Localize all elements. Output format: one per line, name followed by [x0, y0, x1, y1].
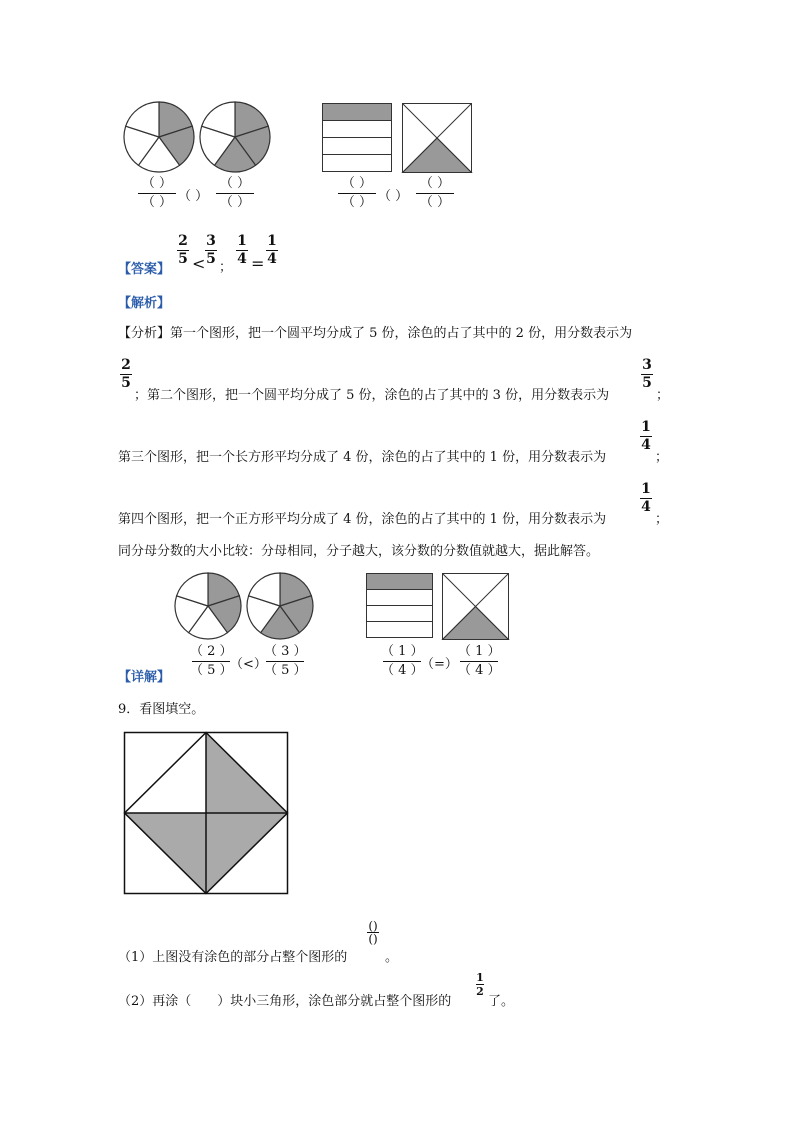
question-9-part-1-end: 。: [385, 950, 399, 965]
answer-op-2: =: [251, 254, 265, 273]
top-compare-blank-2[interactable]: （ ）: [378, 189, 409, 204]
question-9-part-2-end: 了。: [488, 994, 515, 1009]
top-compare-blank-1[interactable]: （ ）: [178, 189, 209, 204]
answer-tag: 【答案】: [118, 262, 171, 277]
detail-pie-3-of-5: [246, 572, 318, 644]
question-9-part-2: （2）再涂（ ）块小三角形，涂色部分就占整个图形的: [118, 994, 452, 1009]
question-9-title: 9．看图填空。: [118, 702, 205, 717]
answer-frac-2: 3 5: [206, 233, 216, 267]
answer-frac-4: 1 4: [267, 233, 277, 267]
analysis-frac-3-5: 3 5: [642, 357, 652, 391]
analysis-line-4-end: ；: [655, 512, 669, 527]
question-9-part-2-frac: 1 2: [476, 971, 484, 998]
detail-frac-3-5: （ 3 ） （ 5 ）: [264, 644, 307, 678]
answer-frac-3: 1 4: [237, 233, 247, 267]
top-frac-blank-3[interactable]: （ ） （ ）: [338, 176, 376, 211]
analysis-frac-line4: 1 4: [641, 481, 651, 515]
detail-frac-2-5: （ 2 ） （ 5 ）: [190, 644, 233, 678]
analysis-line-3: 第三个图形，把一个长方形平均分成了 4 份，涂色的占了其中的 1 份，用分数表示为: [118, 450, 607, 465]
analysis-line-5: 同分母分数的大小比较：分母相同，分子越大，该分数的分数值就越大，据此解答。: [118, 544, 600, 559]
detail-frac-1-4-b: （ 1 ） （ 4 ）: [458, 644, 501, 678]
top-frac-blank-4[interactable]: （ ） （ ）: [416, 176, 454, 211]
question-9-part-1: （1）上图没有涂色的部分占整个图形的: [118, 950, 348, 965]
analysis-line-4: 第四个图形，把一个正方形平均分成了 4 份，涂色的占了其中的 1 份，用分数表示为: [118, 512, 607, 527]
question-9-part-1-blank-frac[interactable]: () (): [368, 919, 378, 946]
answer-frac-1: 2 5: [178, 233, 188, 267]
top-frac-blank-1[interactable]: （ ） （ ）: [138, 176, 176, 211]
detail-tag: 【详解】: [118, 670, 171, 685]
answer-sep: ；: [219, 260, 233, 275]
top-pie-2-of-5: [122, 100, 202, 180]
detail-pie-2-of-5: [174, 572, 246, 644]
answer-op-1: <: [192, 254, 206, 273]
analysis-line-2: ；第二个图形，把一个圆平均分成了 5 份，涂色的占了其中的 3 份，用分数表示为: [134, 388, 610, 403]
analysis-line-2-end: ；: [656, 388, 670, 403]
detail-square-1-of-4: [442, 573, 514, 645]
detail-rect-1-of-4: [366, 573, 438, 645]
top-square-1-of-4: [402, 103, 474, 175]
top-rect-1-of-4: [322, 103, 394, 175]
analysis-line-3-end: ；: [655, 450, 669, 465]
analysis-tag: 【解析】: [118, 296, 171, 311]
top-pie-3-of-5: [198, 100, 278, 180]
analysis-frac-line3: 1 4: [641, 419, 651, 453]
question-9-square-figure: [124, 732, 290, 896]
detail-frac-1-4-a: （ 1 ） （ 4 ）: [381, 644, 424, 678]
detail-op-equal: （=）: [421, 657, 458, 672]
analysis-frac-2-5: 2 5: [121, 357, 131, 391]
top-frac-blank-2[interactable]: （ ） （ ）: [216, 176, 254, 211]
analysis-line-1: 【分析】第一个图形，把一个圆平均分成了 5 份，涂色的占了其中的 2 份，用分数表示为: [118, 326, 633, 341]
detail-op-less: （<）: [230, 657, 267, 672]
